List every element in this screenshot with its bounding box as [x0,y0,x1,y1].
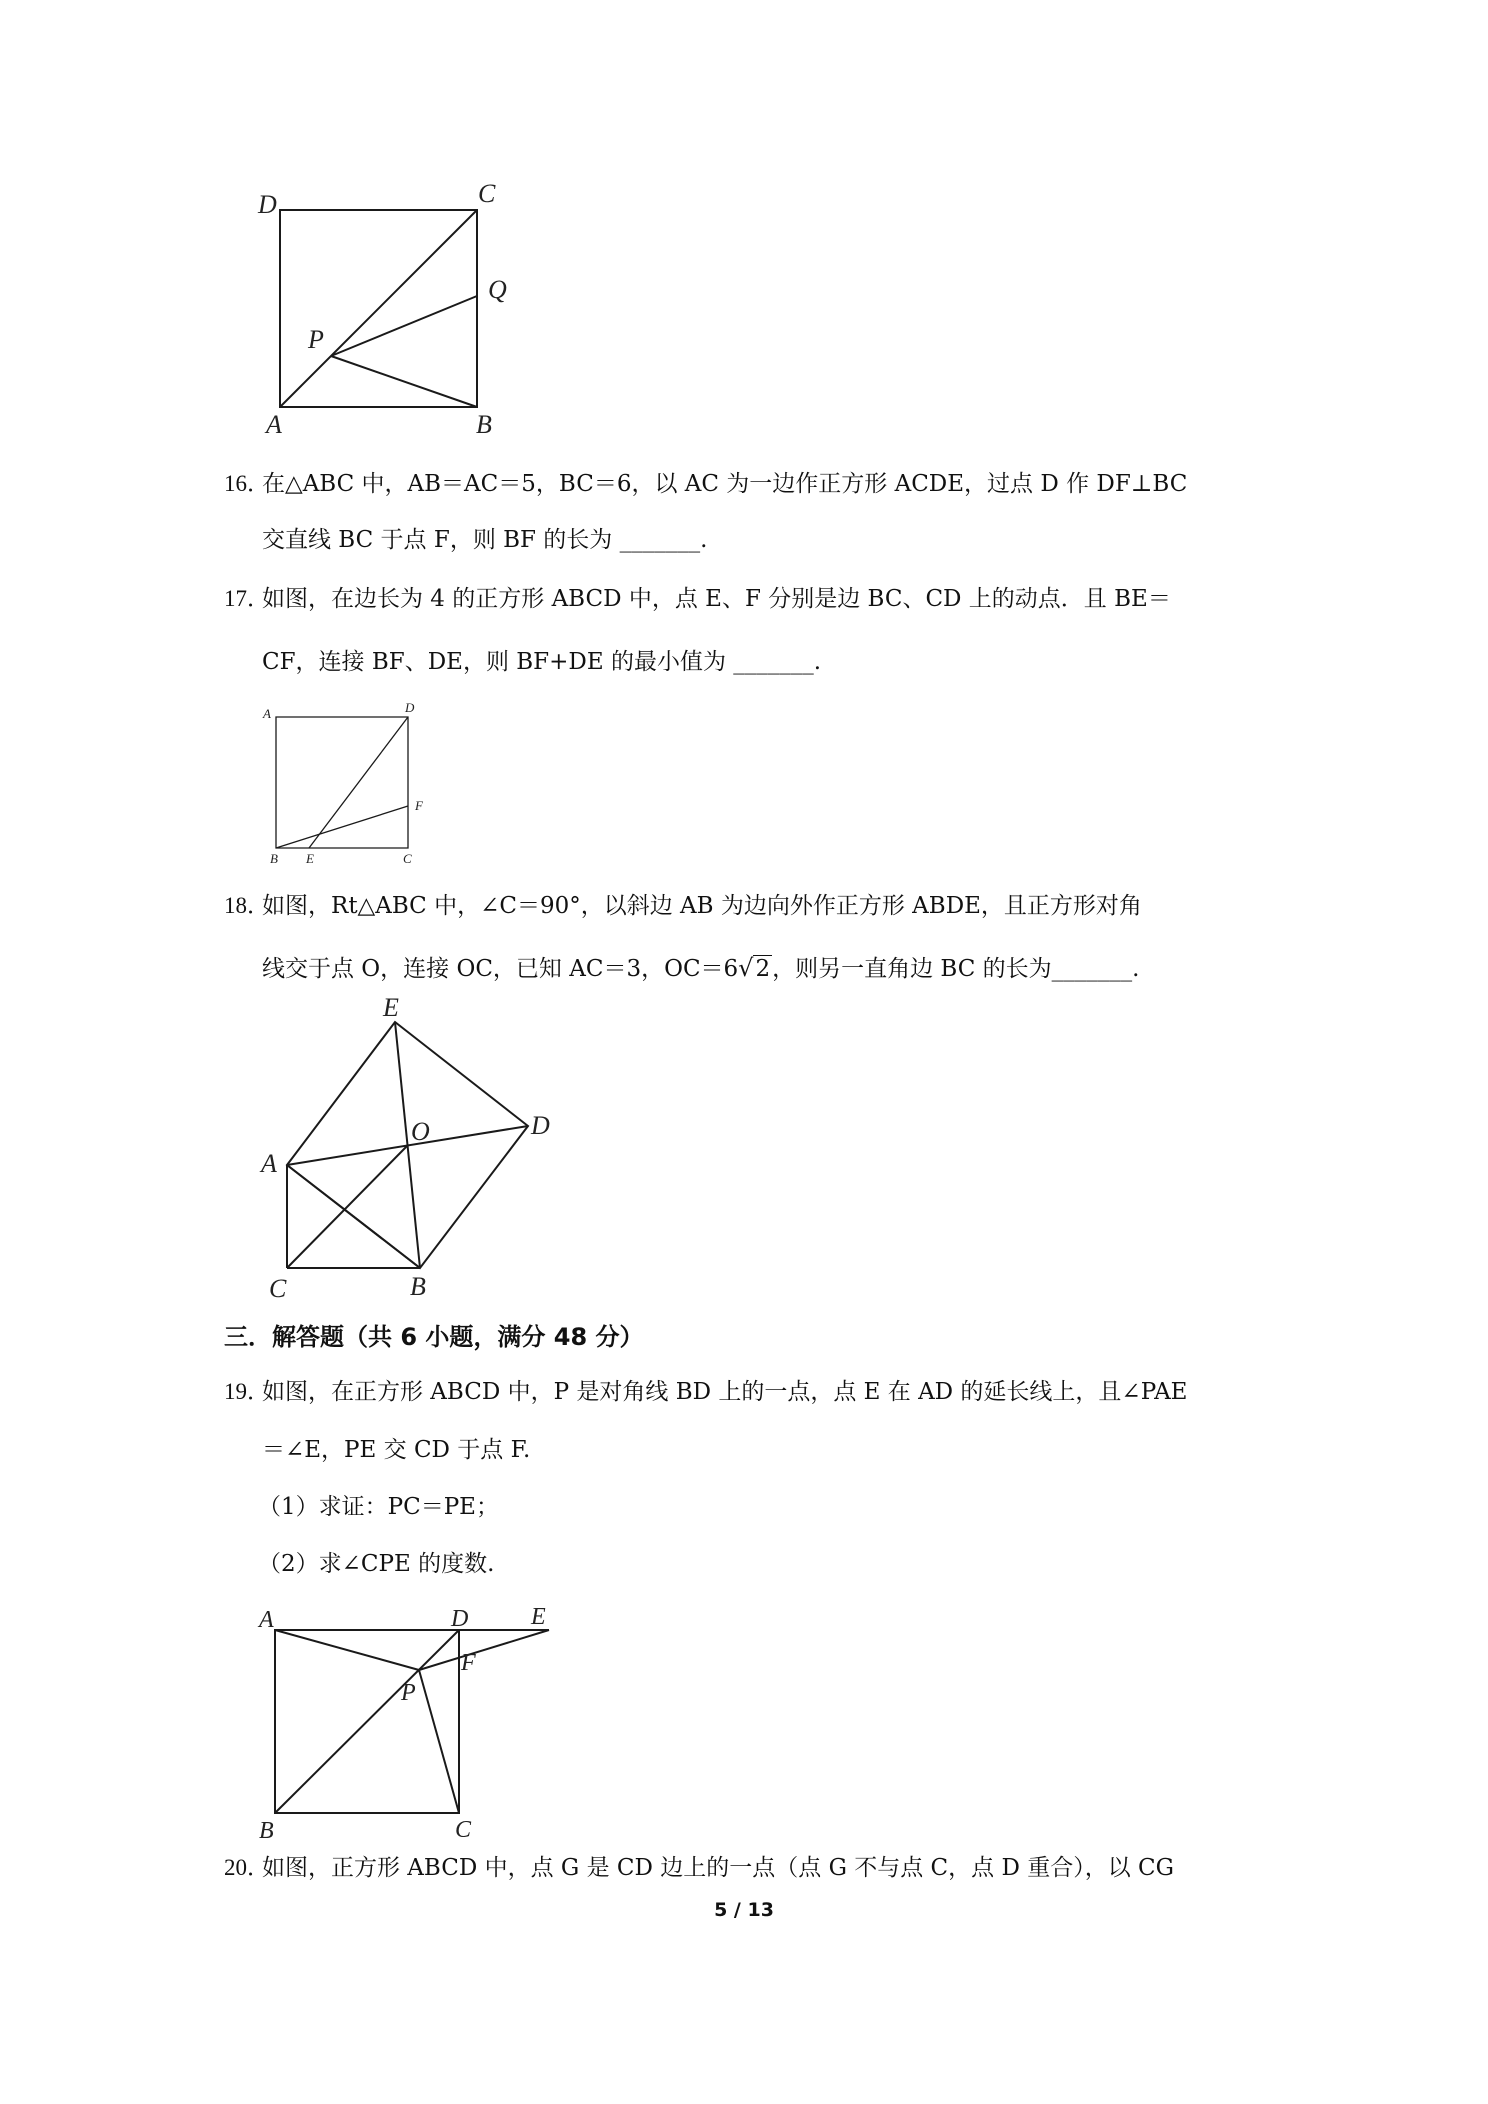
question-19-line-1: 如图，在正方形 ABCD 中，P 是对角线 BD 上的一点，点 E 在 AD 的延长线上，且∠PAE [262,1379,1188,1405]
section-heading: 三．解答题（共 6 小题，满分 48 分） [224,1323,644,1351]
label-F: F [415,798,423,813]
question-20-number: 20． [224,1855,270,1880]
label-E: E [306,851,314,866]
label-C: C [455,1817,472,1843]
question-20-line-1: 如图，正方形 ABCD 中，点 G 是 CD 边上的一点（点 G 不与点 C，点 D 重合），以 CG [262,1855,1175,1881]
label-A: A [261,1149,277,1178]
label-E: E [383,993,399,1022]
question-18-line-2 [262,952,1139,985]
question-16-number: 16． [224,471,270,496]
question-19-part-1: （1）求证：PC＝PE； [258,1494,499,1520]
label-P: P [401,1680,416,1706]
label-B: B [259,1818,274,1844]
label-E: E [531,1604,546,1630]
label-B: B [476,410,492,439]
label-C: C [269,1274,287,1303]
label-P: P [308,325,324,354]
q18-line2-pre: 线交于点 O，连接 OC，已知 AC＝3，OC＝6 [262,956,739,982]
label-A: A [259,1607,274,1633]
question-16-line-1: 在△ABC 中，AB＝AC＝5，BC＝6，以 AC 为一边作正方形 ACDE，过点 D 作 DF⊥BC [262,471,1188,497]
question-17-number: 17． [224,586,270,611]
label-D: D [405,700,415,715]
question-19-line-2: ＝∠E，PE 交 CD 于点 F. [262,1437,531,1463]
question-19-number: 19． [224,1379,270,1404]
sqrt-radical: √ [738,954,754,982]
label-O: O [411,1117,430,1146]
label-D: D [258,190,277,219]
question-17-line-1: 如图，在边长为 4 的正方形 ABCD 中，点 E、F 分别是边 BC、CD 上的动点．且 BE＝ [262,586,1171,612]
figure-square-ef [260,700,430,870]
label-F: F [461,1650,476,1676]
label-A: A [263,706,271,721]
question-19-part-2: （2）求∠CPE 的度数. [258,1551,495,1577]
question-18-line-1: 如图，Rt△ABC 中，∠C＝90°，以斜边 AB 为边向外作正方形 ABDE，且正方形对角 [262,893,1142,919]
figure-square-pef [255,1600,575,1844]
label-B: B [270,851,278,866]
q18-line2-post: ，则另一直角边 BC 的长为_______. [772,956,1140,982]
label-D: D [531,1111,550,1140]
question-16-line-2: 交直线 BC 于点 F，则 BF 的长为 _______. [262,527,708,553]
page-number: 5 / 13 [714,1899,774,1921]
question-17-line-2: CF，连接 BF、DE，则 BF+DE 的最小值为 _______. [262,649,822,675]
label-Q: Q [488,275,507,304]
label-A: A [266,410,282,439]
label-C: C [478,179,496,208]
figure-square-pq [250,180,530,440]
question-18-number: 18． [224,893,270,918]
label-B: B [410,1272,426,1301]
label-D: D [451,1606,469,1632]
figure-right-triangle-square [255,993,575,1310]
label-C: C [403,851,412,866]
q18-sqrt-value: 2 [755,956,771,982]
